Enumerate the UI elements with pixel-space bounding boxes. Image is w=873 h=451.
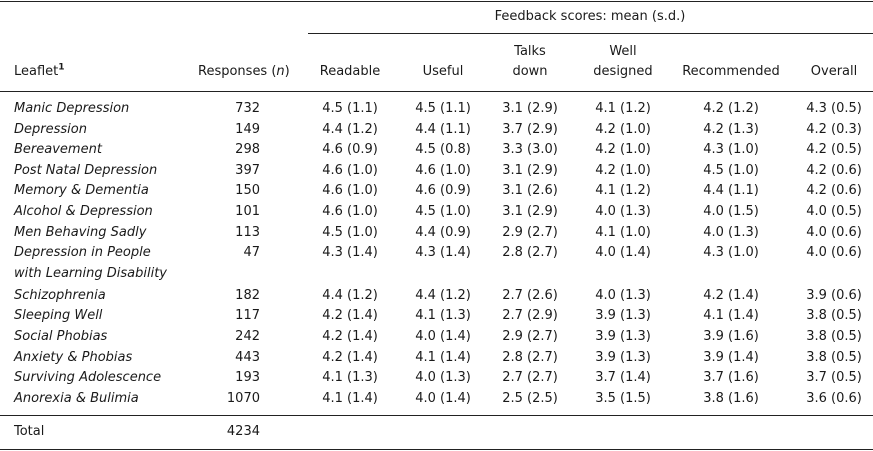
score-overall: 3.8 (0.5) xyxy=(806,329,862,344)
score-talks: 3.1 (2.9) xyxy=(502,204,558,219)
score-overall: 3.6 (0.6) xyxy=(806,391,862,406)
responses-count: 150 xyxy=(235,183,260,198)
score-useful: 4.1 (1.3) xyxy=(415,308,471,323)
score-useful: 4.0 (1.3) xyxy=(415,370,471,385)
score-readable: 4.4 (1.2) xyxy=(322,288,378,303)
col-responses-label: Responses ( xyxy=(198,64,277,79)
score-overall: 4.2 (0.5) xyxy=(806,142,862,157)
score-overall: 4.3 (0.5) xyxy=(806,101,862,116)
score-useful: 4.4 (1.1) xyxy=(415,122,471,137)
score-well: 3.9 (1.3) xyxy=(595,350,651,365)
responses-count: 732 xyxy=(235,101,260,116)
score-talks: 3.3 (3.0) xyxy=(502,142,558,157)
score-readable: 4.5 (1.1) xyxy=(322,101,378,116)
leaflet-name: Social Phobias xyxy=(14,329,108,344)
score-readable: 4.6 (1.0) xyxy=(322,204,378,219)
score-readable: 4.1 (1.4) xyxy=(322,391,378,406)
responses-count: 101 xyxy=(235,204,260,219)
score-talks: 2.7 (2.9) xyxy=(502,308,558,323)
score-readable: 4.2 (1.4) xyxy=(322,329,378,344)
leaflet-name: Bereavement xyxy=(14,142,102,157)
leaflet-name: Post Natal Depression xyxy=(14,163,158,178)
score-rec: 4.2 (1.2) xyxy=(703,101,759,116)
score-useful: 4.5 (0.8) xyxy=(415,142,471,157)
leaflet-name: Depression xyxy=(14,122,87,137)
score-useful: 4.3 (1.4) xyxy=(415,245,471,260)
group-header-rule xyxy=(308,33,873,34)
score-rec: 4.3 (1.0) xyxy=(703,142,759,157)
score-rec: 3.9 (1.6) xyxy=(703,329,759,344)
col-overall: Overall xyxy=(810,64,858,79)
score-overall: 3.9 (0.6) xyxy=(806,288,862,303)
leaflet-name: Memory & Dementia xyxy=(14,183,149,198)
footnote-marker: 1 xyxy=(58,62,65,73)
score-rec: 4.4 (1.1) xyxy=(703,183,759,198)
score-well: 4.1 (1.2) xyxy=(595,101,651,116)
score-rec: 4.5 (1.0) xyxy=(703,163,759,178)
score-well: 4.0 (1.3) xyxy=(595,204,651,219)
score-talks: 3.1 (2.6) xyxy=(502,183,558,198)
leaflet-name: Schizophrenia xyxy=(14,288,106,303)
col-responses-close: ) xyxy=(284,64,290,79)
score-overall: 3.8 (0.5) xyxy=(806,308,862,323)
score-rec: 4.0 (1.5) xyxy=(703,204,759,219)
score-readable: 4.2 (1.4) xyxy=(322,308,378,323)
score-talks: 3.1 (2.9) xyxy=(502,163,558,178)
score-readable: 4.3 (1.4) xyxy=(322,245,378,260)
score-useful: 4.4 (0.9) xyxy=(415,225,471,240)
leaflet-name: Depression in People xyxy=(14,245,151,260)
score-readable: 4.6 (1.0) xyxy=(322,183,378,198)
responses-count: 47 xyxy=(243,245,260,260)
score-useful: 4.1 (1.4) xyxy=(415,350,471,365)
score-rec: 4.2 (1.3) xyxy=(703,122,759,137)
score-overall: 4.0 (0.6) xyxy=(806,225,862,240)
leaflet-name: Anxiety & Phobias xyxy=(14,350,133,365)
score-rec: 3.9 (1.4) xyxy=(703,350,759,365)
score-rec: 4.0 (1.3) xyxy=(703,225,759,240)
col-recommended: Recommended xyxy=(682,64,780,79)
score-overall: 4.0 (0.5) xyxy=(806,204,862,219)
score-overall: 4.2 (0.6) xyxy=(806,163,862,178)
responses-count: 298 xyxy=(235,142,260,157)
col-well-line1: Well xyxy=(609,44,637,59)
col-leaflet xyxy=(14,64,65,79)
top-rule xyxy=(0,1,873,2)
score-well: 3.5 (1.5) xyxy=(595,391,651,406)
responses-count: 397 xyxy=(235,163,260,178)
responses-count: 242 xyxy=(235,329,260,344)
group-header: Feedback scores: mean (s.d.) xyxy=(494,9,686,24)
score-overall: 3.8 (0.5) xyxy=(806,350,862,365)
score-talks: 3.1 (2.9) xyxy=(502,101,558,116)
leaflet-name: Men Behaving Sadly xyxy=(14,225,147,240)
score-readable: 4.5 (1.0) xyxy=(322,225,378,240)
score-talks: 2.9 (2.7) xyxy=(502,225,558,240)
score-useful: 4.6 (0.9) xyxy=(415,183,471,198)
responses-count: 193 xyxy=(235,370,260,385)
responses-count: 149 xyxy=(235,122,260,137)
score-useful: 4.4 (1.2) xyxy=(415,288,471,303)
responses-count: 1070 xyxy=(226,391,260,406)
col-talks-line1: Talks xyxy=(514,44,546,59)
score-overall: 3.7 (0.5) xyxy=(806,370,862,385)
score-rec: 4.1 (1.4) xyxy=(703,308,759,323)
col-responses-n: n xyxy=(276,64,285,79)
score-readable: 4.4 (1.2) xyxy=(322,122,378,137)
header-bottom-rule xyxy=(0,91,873,92)
score-well: 4.1 (1.2) xyxy=(595,183,651,198)
score-well: 4.1 (1.0) xyxy=(595,225,651,240)
score-well: 3.9 (1.3) xyxy=(595,329,651,344)
score-well: 4.0 (1.4) xyxy=(595,245,651,260)
leaflet-name: Manic Depression xyxy=(14,101,130,116)
total-responses: 4234 xyxy=(226,424,260,439)
score-rec: 4.2 (1.4) xyxy=(703,288,759,303)
score-rec: 3.8 (1.6) xyxy=(703,391,759,406)
col-leaflet-label: Leaflet xyxy=(14,64,59,79)
score-readable: 4.2 (1.4) xyxy=(322,350,378,365)
score-talks: 2.7 (2.7) xyxy=(502,370,558,385)
score-well: 4.2 (1.0) xyxy=(595,163,651,178)
score-well: 3.7 (1.4) xyxy=(595,370,651,385)
score-well: 4.0 (1.3) xyxy=(595,288,651,303)
score-well: 4.2 (1.0) xyxy=(595,142,651,157)
score-rec: 3.7 (1.6) xyxy=(703,370,759,385)
score-talks: 3.7 (2.9) xyxy=(502,122,558,137)
col-responses xyxy=(198,64,290,79)
bottom-rule xyxy=(0,449,873,450)
score-well: 3.9 (1.3) xyxy=(595,308,651,323)
responses-count: 182 xyxy=(235,288,260,303)
score-talks: 2.8 (2.7) xyxy=(502,350,558,365)
score-talks: 2.8 (2.7) xyxy=(502,245,558,260)
score-overall: 4.2 (0.6) xyxy=(806,183,862,198)
score-useful: 4.5 (1.0) xyxy=(415,204,471,219)
col-readable: Readable xyxy=(319,64,381,79)
responses-count: 117 xyxy=(235,308,260,323)
col-talks-line2: down xyxy=(512,64,548,79)
score-well: 4.2 (1.0) xyxy=(595,122,651,137)
score-talks: 2.9 (2.7) xyxy=(502,329,558,344)
leaflet-name: Alcohol & Depression xyxy=(14,204,153,219)
leaflet-name: Surviving Adolescence xyxy=(14,370,162,385)
leaflet-name: Sleeping Well xyxy=(14,308,103,323)
col-well-line2: designed xyxy=(593,64,653,79)
total-label: Total xyxy=(14,424,45,439)
col-useful: Useful xyxy=(422,64,464,79)
responses-count: 443 xyxy=(235,350,260,365)
score-readable: 4.6 (1.0) xyxy=(322,163,378,178)
score-talks: 2.5 (2.5) xyxy=(502,391,558,406)
score-overall: 4.2 (0.3) xyxy=(806,122,862,137)
responses-count: 113 xyxy=(235,225,260,240)
score-readable: 4.6 (0.9) xyxy=(322,142,378,157)
leaflet-name: Anorexia & Bulimia xyxy=(14,391,139,406)
score-useful: 4.0 (1.4) xyxy=(415,329,471,344)
leaflet-name-continued: with Learning Disability xyxy=(14,266,167,281)
score-talks: 2.7 (2.6) xyxy=(502,288,558,303)
score-overall: 4.0 (0.6) xyxy=(806,245,862,260)
score-readable: 4.1 (1.3) xyxy=(322,370,378,385)
score-useful: 4.6 (1.0) xyxy=(415,163,471,178)
score-rec: 4.3 (1.0) xyxy=(703,245,759,260)
score-useful: 4.5 (1.1) xyxy=(415,101,471,116)
total-rule xyxy=(0,415,873,416)
score-useful: 4.0 (1.4) xyxy=(415,391,471,406)
